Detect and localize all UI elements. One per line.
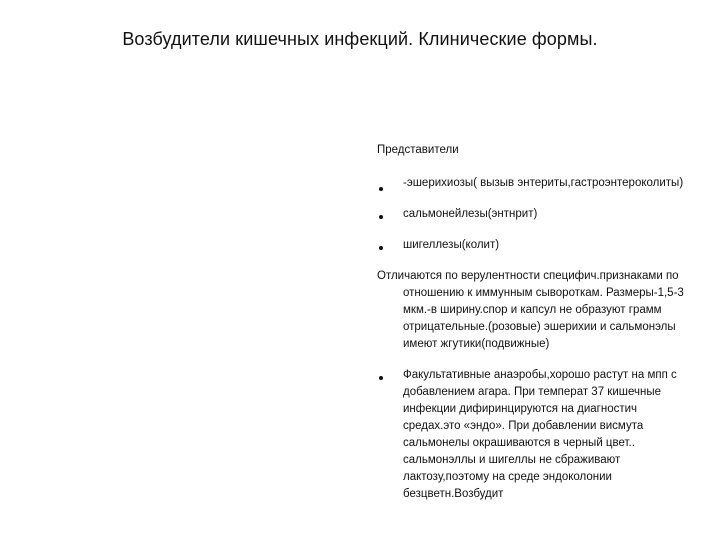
- representatives-list: [377, 175, 697, 254]
- slide-title: Возбудители кишечных инфекций. Клинические формы.: [122, 29, 598, 49]
- bullet-dot-icon: [379, 187, 383, 191]
- list-item: [377, 367, 697, 503]
- bullet-dot-icon: [379, 376, 383, 380]
- list-item: [377, 206, 697, 223]
- bullet-dot-icon: [379, 246, 383, 250]
- list-item-text: -эшерихиозы( вызыв энтериты,гастроэнтероколиты): [403, 177, 684, 189]
- description-paragraph: Отличаются по верулентности специфич.признаками по отношению к иммунным сывороткам. Размеры-1,5-3 мкм.-в ширину.спор и капсул не образуют грамм отрицательные.(розовые) эшерихии и сальмонэлы имеют жгутики(подвижные): [377, 270, 684, 350]
- list-item-text: шигеллезы(колит): [403, 239, 500, 251]
- list-item: [377, 175, 697, 192]
- list-item-text: сальмонейлезы(энтнрит): [403, 208, 538, 220]
- section-heading: Представители: [377, 144, 459, 156]
- list-item-text: Факультативные анаэробы,хорошо растут на мпп с добавлением агара. При температ 37 кишечные инфекции дифиринцируются на диагностич средах.это «эндо». При добавлении висмута сальмонелы окрашиваются в черный цвет.. сальмонэллы и шигеллы не сбраживают лактозу,поэтому на среде эндоколонии безцветн.Возбудит: [403, 369, 677, 500]
- list-item: [377, 237, 697, 254]
- slide-content: [377, 142, 697, 503]
- bullet-dot-icon: [379, 215, 383, 219]
